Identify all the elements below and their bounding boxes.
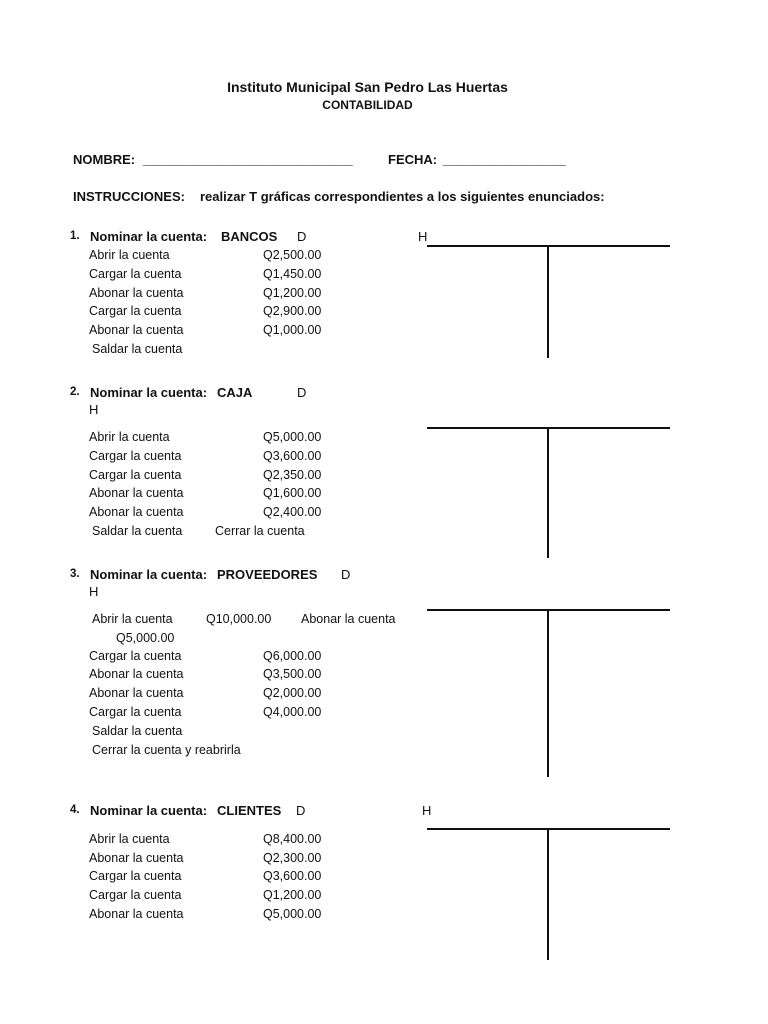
entry-amount: Q5,000.00 (263, 907, 322, 921)
t-account-divider (547, 247, 549, 358)
entry-amount: Q8,400.00 (263, 832, 322, 846)
entry-action: Abonar la cuenta (301, 612, 396, 626)
entry-amount: Q6,000.00 (263, 649, 322, 663)
credit-label: H (418, 229, 428, 244)
entry-amount: Q5,000.00 (263, 430, 322, 444)
entry-action: Abrir la cuenta (89, 832, 170, 846)
exercise-number: 4. (70, 804, 80, 816)
t-account-top-line (427, 828, 670, 830)
credit-label: H (422, 803, 432, 818)
entry-action: Cargar la cuenta (89, 649, 182, 663)
entry-action: Cargar la cuenta (89, 705, 182, 719)
closing-instruction: Saldar la cuenta (92, 724, 183, 738)
closing-instruction: Cerrar la cuenta y reabrirla (92, 743, 241, 757)
closing-instruction: Saldar la cuenta (92, 524, 183, 538)
entry-action: Abrir la cuenta (89, 430, 170, 444)
t-account-top-line (427, 609, 670, 611)
name-label: NOMBRE: (73, 152, 136, 167)
t-account-divider (547, 830, 549, 960)
entry-action: Cargar la cuenta (89, 869, 182, 883)
entry-amount: Q2,500.00 (263, 248, 322, 262)
entry-action: Cargar la cuenta (89, 468, 182, 482)
entry-action: Abonar la cuenta (89, 851, 184, 865)
account-name: PROVEEDORES (217, 567, 318, 582)
debit-label: D (297, 229, 307, 244)
closing-instruction: Saldar la cuenta (92, 342, 183, 356)
exercise-number: 3. (70, 568, 80, 580)
entry-amount: Q2,300.00 (263, 851, 322, 865)
entry-action: Cargar la cuenta (89, 888, 182, 902)
date-field[interactable]: _________________ (443, 152, 566, 167)
entry-amount: Q1,200.00 (263, 888, 322, 902)
entry-amount: Q1,600.00 (263, 486, 322, 500)
account-name: BANCOS (221, 229, 278, 244)
entry-action: Abonar la cuenta (89, 505, 184, 519)
entry-action: Abonar la cuenta (89, 667, 184, 681)
entry-action: Abrir la cuenta (89, 248, 170, 262)
entry-action: Cargar la cuenta (89, 267, 182, 281)
t-account-divider (547, 429, 549, 558)
debit-label: D (296, 803, 306, 818)
entry-amount: Q2,900.00 (263, 304, 322, 318)
name-field[interactable]: _____________________________ (143, 152, 353, 167)
exercise-title: Nominar la cuenta: (90, 385, 208, 400)
account-name: CAJA (217, 385, 253, 400)
entry-action: Abonar la cuenta (89, 286, 184, 300)
entry-action: Cargar la cuenta (89, 449, 182, 463)
entry-amount: Q3,600.00 (263, 869, 322, 883)
exercise-number: 2. (70, 386, 80, 398)
entry-amount: Q1,000.00 (263, 323, 322, 337)
exercise-number: 1. (70, 230, 80, 242)
instructions-text: realizar T gráficas correspondientes a los siguientes enunciados: (200, 189, 605, 204)
entry-amount: Q1,450.00 (263, 267, 322, 281)
exercise-title: Nominar la cuenta: (90, 229, 208, 244)
debit-label: D (341, 567, 351, 582)
exercise-title: Nominar la cuenta: (90, 803, 208, 818)
entry-amount: Q1,200.00 (263, 286, 322, 300)
entry-action: Abonar la cuenta (89, 486, 184, 500)
subject-title: CONTABILIDAD (322, 98, 413, 112)
entry-amount: Q3,500.00 (263, 667, 322, 681)
instructions-label: INSTRUCCIONES: (73, 189, 185, 204)
entry-action: Cargar la cuenta (89, 304, 182, 318)
entry-action: Abonar la cuenta (89, 686, 184, 700)
entry-amount: Q10,000.00 (206, 612, 272, 626)
date-label: FECHA: (388, 152, 438, 167)
institution-title: Instituto Municipal San Pedro Las Huertas (227, 79, 508, 95)
entry-action: Abrir la cuenta (92, 612, 173, 626)
entry-action: Abonar la cuenta (89, 907, 184, 921)
entry-action: Abonar la cuenta (89, 323, 184, 337)
t-account-top-line (427, 427, 670, 429)
entry-amount: Q2,350.00 (263, 468, 322, 482)
debit-label: D (297, 385, 307, 400)
t-account-divider (547, 611, 549, 777)
entry-amount: Q4,000.00 (263, 705, 322, 719)
credit-label: H (89, 402, 99, 417)
entry-amount: Q5,000.00 (116, 631, 175, 645)
entry-amount: Q2,000.00 (263, 686, 322, 700)
t-account-top-line (427, 245, 670, 247)
account-name: CLIENTES (217, 803, 282, 818)
exercise-title: Nominar la cuenta: (90, 567, 208, 582)
credit-label: H (89, 584, 99, 599)
entry-amount: Q3,600.00 (263, 449, 322, 463)
entry-amount: Q2,400.00 (263, 505, 322, 519)
closing-instruction-extra: Cerrar la cuenta (215, 524, 305, 538)
